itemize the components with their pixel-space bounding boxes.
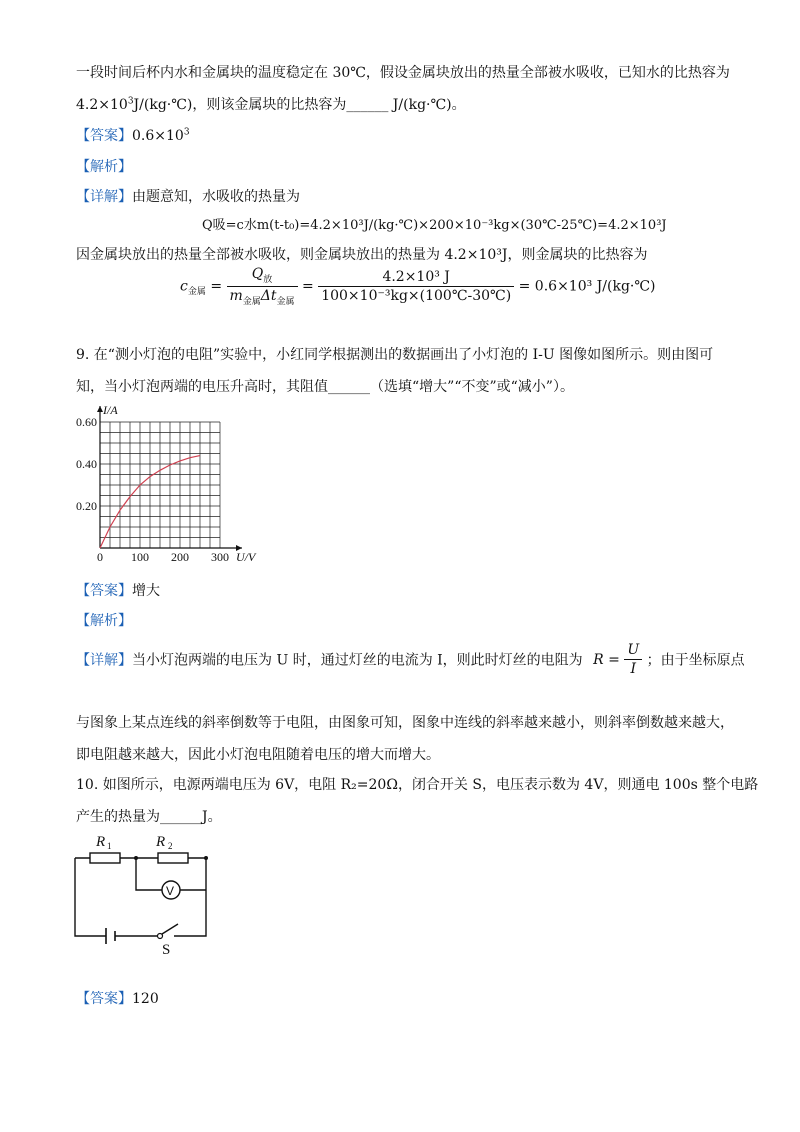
q8-line2 [76,94,466,114]
switch-blade [162,924,178,934]
answer-value: 0.6×10 [132,128,184,144]
q8-equation-2 [180,266,656,307]
r2-label: R [156,834,166,850]
q9-detail [76,642,745,677]
q8-analysis-tag: 【解析】 [76,159,132,175]
answer-tag: 【答案】 [76,128,132,144]
q9-answer [76,580,160,600]
x-tick-label: 300 [211,550,229,564]
q9-analysis-tag: 【解析】 [76,613,132,629]
r1-label: R [96,834,106,850]
y-tick-label: 0.60 [76,415,97,429]
eq2-fraction-1 [227,266,298,307]
eq2-f1-den: m [229,287,243,304]
q10-answer [76,988,159,1008]
detail-text: 由题意知，水吸收的热量为 [132,189,300,205]
eq2-lhs-sub: 金属 [187,287,206,298]
resistor-r2 [158,853,188,863]
eq2-equals-2: = [302,278,314,295]
detail-tag: 【详解】 [76,189,132,205]
detail-r: R = [593,651,620,668]
q8-line-metal: 因金属块放出的热量全部被水吸收，则金属块放出的热量为 4.2×10³J，则金属块的比热容为 [76,247,648,263]
answer-value: 120 [132,991,159,1007]
eq2-result: = 0.6×10³ J/(kg·℃) [518,278,656,295]
detail-fraction [624,642,642,677]
q10-line1: 10. 如图所示，电源两端电压为 6V，电阻 R₂=20Ω，闭合开关 S，电压表示数为 4V，则通电 100s 整个电路 [76,777,759,793]
y-axis-label: I/A [103,403,118,417]
x-tick-label: 100 [131,550,149,564]
x-axis-label: U/V [236,550,256,564]
eq2-equals: = [210,278,223,295]
r1-sub: 1 [107,841,112,851]
y-tick-label: 0.20 [76,499,97,513]
answer-sup: 3 [183,127,190,138]
q9-line3: 与图象上某点连线的斜率倒数等于电阻，由图象可知，图象中连线的斜率越来越小，则斜率倒数越来越大， [76,715,734,731]
q8-equation-1: Q吸=c水m(t-t₀)=4.2×10³J/(kg·℃)×200×10⁻³kg×(30℃-25℃)=4.2×10³J [202,218,667,233]
detail-a: 当小灯泡两端的电压为 U 时，通过灯丝的电流为 I，则此时灯丝的电阻为 [132,652,583,669]
detail-frac-num: U [624,642,642,660]
voltmeter-label: V [166,884,175,898]
battery [106,928,115,944]
q8-line2-sup: 3 [127,96,134,107]
eq2-f2-den: 100×10⁻³kg×(100℃-30℃) [321,287,512,304]
q8-line2-a: 4.2×10 [76,97,128,113]
detail-tag: 【详解】 [76,652,132,669]
r2-sub: 2 [168,841,173,851]
x-tick-label: 200 [171,550,189,564]
y-tick-label: 0.40 [76,457,97,471]
eq2-fraction-2 [318,269,514,304]
eq2-f1-den2-sub: 金属 [276,296,295,307]
chart-ticks [76,403,257,564]
q10-line2: 产生的热量为______J。 [76,809,222,825]
detail-frac-den: I [630,661,636,677]
q9-line1: 9. 在“测小灯泡的电阻”实验中，小红同学根据测出的数据画出了小灯泡的 I-U 图像如图所示。则由图可 [76,347,714,363]
eq2-lhs: c [180,278,188,295]
eq2-f1-num: Q [251,266,264,282]
eq2-f1-den-sub: 金属 [242,296,261,307]
circuit-wire [75,858,206,936]
circuit-diagram [70,828,220,960]
resistor-r1 [90,853,120,863]
switch-contact [158,934,163,939]
answer-value: 增大 [132,583,160,599]
junction-dot [204,856,208,860]
switch-label: S [162,942,171,958]
chart-grid [100,422,220,548]
eq2-f1-den2: Δt [260,287,277,304]
iu-chart [70,398,270,570]
q8-answer [76,125,190,145]
q8-line2-b: J/(kg·℃)，则该金属块的比热容为______ J/(kg·℃)。 [133,97,466,113]
eq2-f2-num: 4.2×10³ J [318,269,514,287]
x-tick-label: 0 [97,550,103,564]
q9-line2: 知，当小灯泡两端的电压升高时，其阻值______（选填“增大”“不变”或“减小”）。 [76,379,574,395]
q8-line1: 一段时间后杯内水和金属块的温度稳定在 30℃，假设金属块放出的热量全部被水吸收，已知水的比热容为 [76,65,730,81]
eq2-f1-num-sub: 放 [263,274,273,285]
q9-line4: 即电阻越来越大，因此小灯泡电阻随着电压的增大而增大。 [76,747,440,763]
answer-tag: 【答案】 [76,583,132,599]
q8-detail [76,186,300,206]
junction-dot [134,856,138,860]
detail-b: ；由于坐标原点 [646,652,745,669]
answer-tag: 【答案】 [76,991,132,1007]
